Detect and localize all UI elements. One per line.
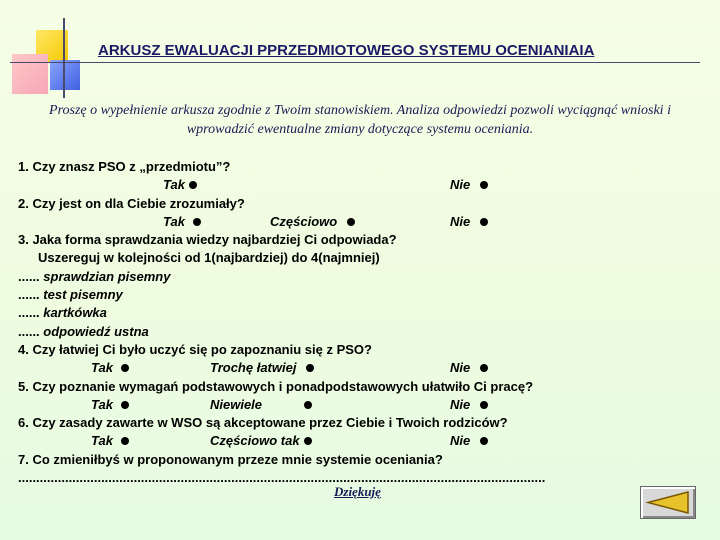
option-q1-nie[interactable]: Nie — [450, 176, 488, 194]
filled-circle-icon — [121, 437, 129, 445]
option-q2-nie[interactable]: Nie — [450, 213, 488, 231]
option-q5-nie[interactable]: Nie — [450, 396, 488, 414]
pink-square — [12, 54, 48, 94]
triangle-left-icon — [645, 490, 691, 515]
questionnaire — [18, 158, 708, 487]
question-4: 4. Czy łatwiej Ci było uczyć się po zapoznaniu się z PSO? — [18, 341, 372, 357]
vertical-rule — [63, 18, 65, 98]
option-q6-czesciowo-tak[interactable]: Częściowo tak — [210, 432, 312, 450]
question-5: 5. Czy poznanie wymagań podstawowych i ponadpodstawowych ułatwiło Ci pracę? — [18, 378, 534, 394]
form-item-1[interactable]: ...... sprawdzian pisemny — [18, 268, 171, 284]
filled-circle-icon — [189, 181, 197, 189]
option-q4-nie[interactable]: Nie — [450, 359, 488, 377]
decorative-squares — [0, 0, 100, 100]
question-1: 1. Czy znasz PSO z „przedmiotu”? — [18, 159, 231, 174]
filled-circle-icon — [480, 364, 488, 372]
filled-circle-icon — [347, 218, 355, 226]
filled-circle-icon — [121, 364, 129, 372]
filled-circle-icon — [121, 401, 129, 409]
options-q1 — [18, 176, 708, 194]
form-item-2[interactable]: ...... test pisemny — [18, 287, 123, 303]
option-q1-tak[interactable]: Tak — [163, 176, 197, 194]
filled-circle-icon — [306, 364, 314, 372]
option-q5-tak[interactable]: Tak — [91, 396, 129, 414]
question-2: 2. Czy jest on dla Ciebie zrozumiały? — [18, 195, 245, 211]
blue-square — [50, 60, 80, 90]
horizontal-rule — [10, 62, 700, 63]
page-title: ARKUSZ EWALUACJI PPRZEDMIOTOWEGO SYSTEMU OCENIANIAIA — [98, 42, 595, 59]
filled-circle-icon — [480, 401, 488, 409]
filled-circle-icon — [480, 181, 488, 189]
option-q5-niewiele[interactable]: Niewiele — [210, 396, 312, 414]
option-q6-tak[interactable]: Tak — [91, 432, 129, 450]
filled-circle-icon — [480, 218, 488, 226]
thanks-text: Dziękuję — [334, 484, 381, 499]
answer-line[interactable]: .................................................................................................................................................. — [18, 470, 546, 486]
options-q2 — [18, 213, 708, 231]
option-q4-trosze-latwiej[interactable]: Trochę łatwiej — [210, 359, 314, 377]
form-item-3[interactable]: ...... kartkówka — [18, 305, 107, 321]
option-q2-tak[interactable]: Tak — [163, 213, 201, 231]
intro-text: Proszę o wypełnienie arkusza zgodnie z Twoim stanowiskiem. Analiza odpowiedzi pozwoli wyciągnąć wnioski i wprowadzić ewentualne zmiany dotyczące systemu oceniania. — [49, 103, 671, 137]
filled-circle-icon — [480, 437, 488, 445]
option-q6-nie[interactable]: Nie — [450, 432, 488, 450]
question-3-instruction: Uszereguj w kolejności od 1(najbardziej) do 4(najmniej) — [38, 250, 380, 266]
form-item-4[interactable]: ...... odpowiedź ustna — [18, 323, 149, 339]
filled-circle-icon — [304, 437, 312, 445]
options-q4 — [18, 359, 708, 377]
question-6: 6. Czy zasady zawarte w WSO są akceptowane przez Ciebie i Twoich rodziców? — [18, 415, 508, 431]
filled-circle-icon — [193, 218, 201, 226]
options-q5 — [18, 396, 708, 414]
back-button[interactable] — [640, 486, 696, 519]
question-7: 7. Co zmieniłbyś w proponowanym przeze mnie systemie oceniania? — [18, 451, 443, 467]
option-q4-tak[interactable]: Tak — [91, 359, 129, 377]
option-q2-czesciowo[interactable]: Częściowo — [270, 213, 355, 231]
filled-circle-icon — [304, 401, 312, 409]
question-3: 3. Jaka forma sprawdzania wiedzy najbardziej Ci odpowiada? — [18, 232, 397, 248]
options-q6 — [18, 432, 708, 450]
